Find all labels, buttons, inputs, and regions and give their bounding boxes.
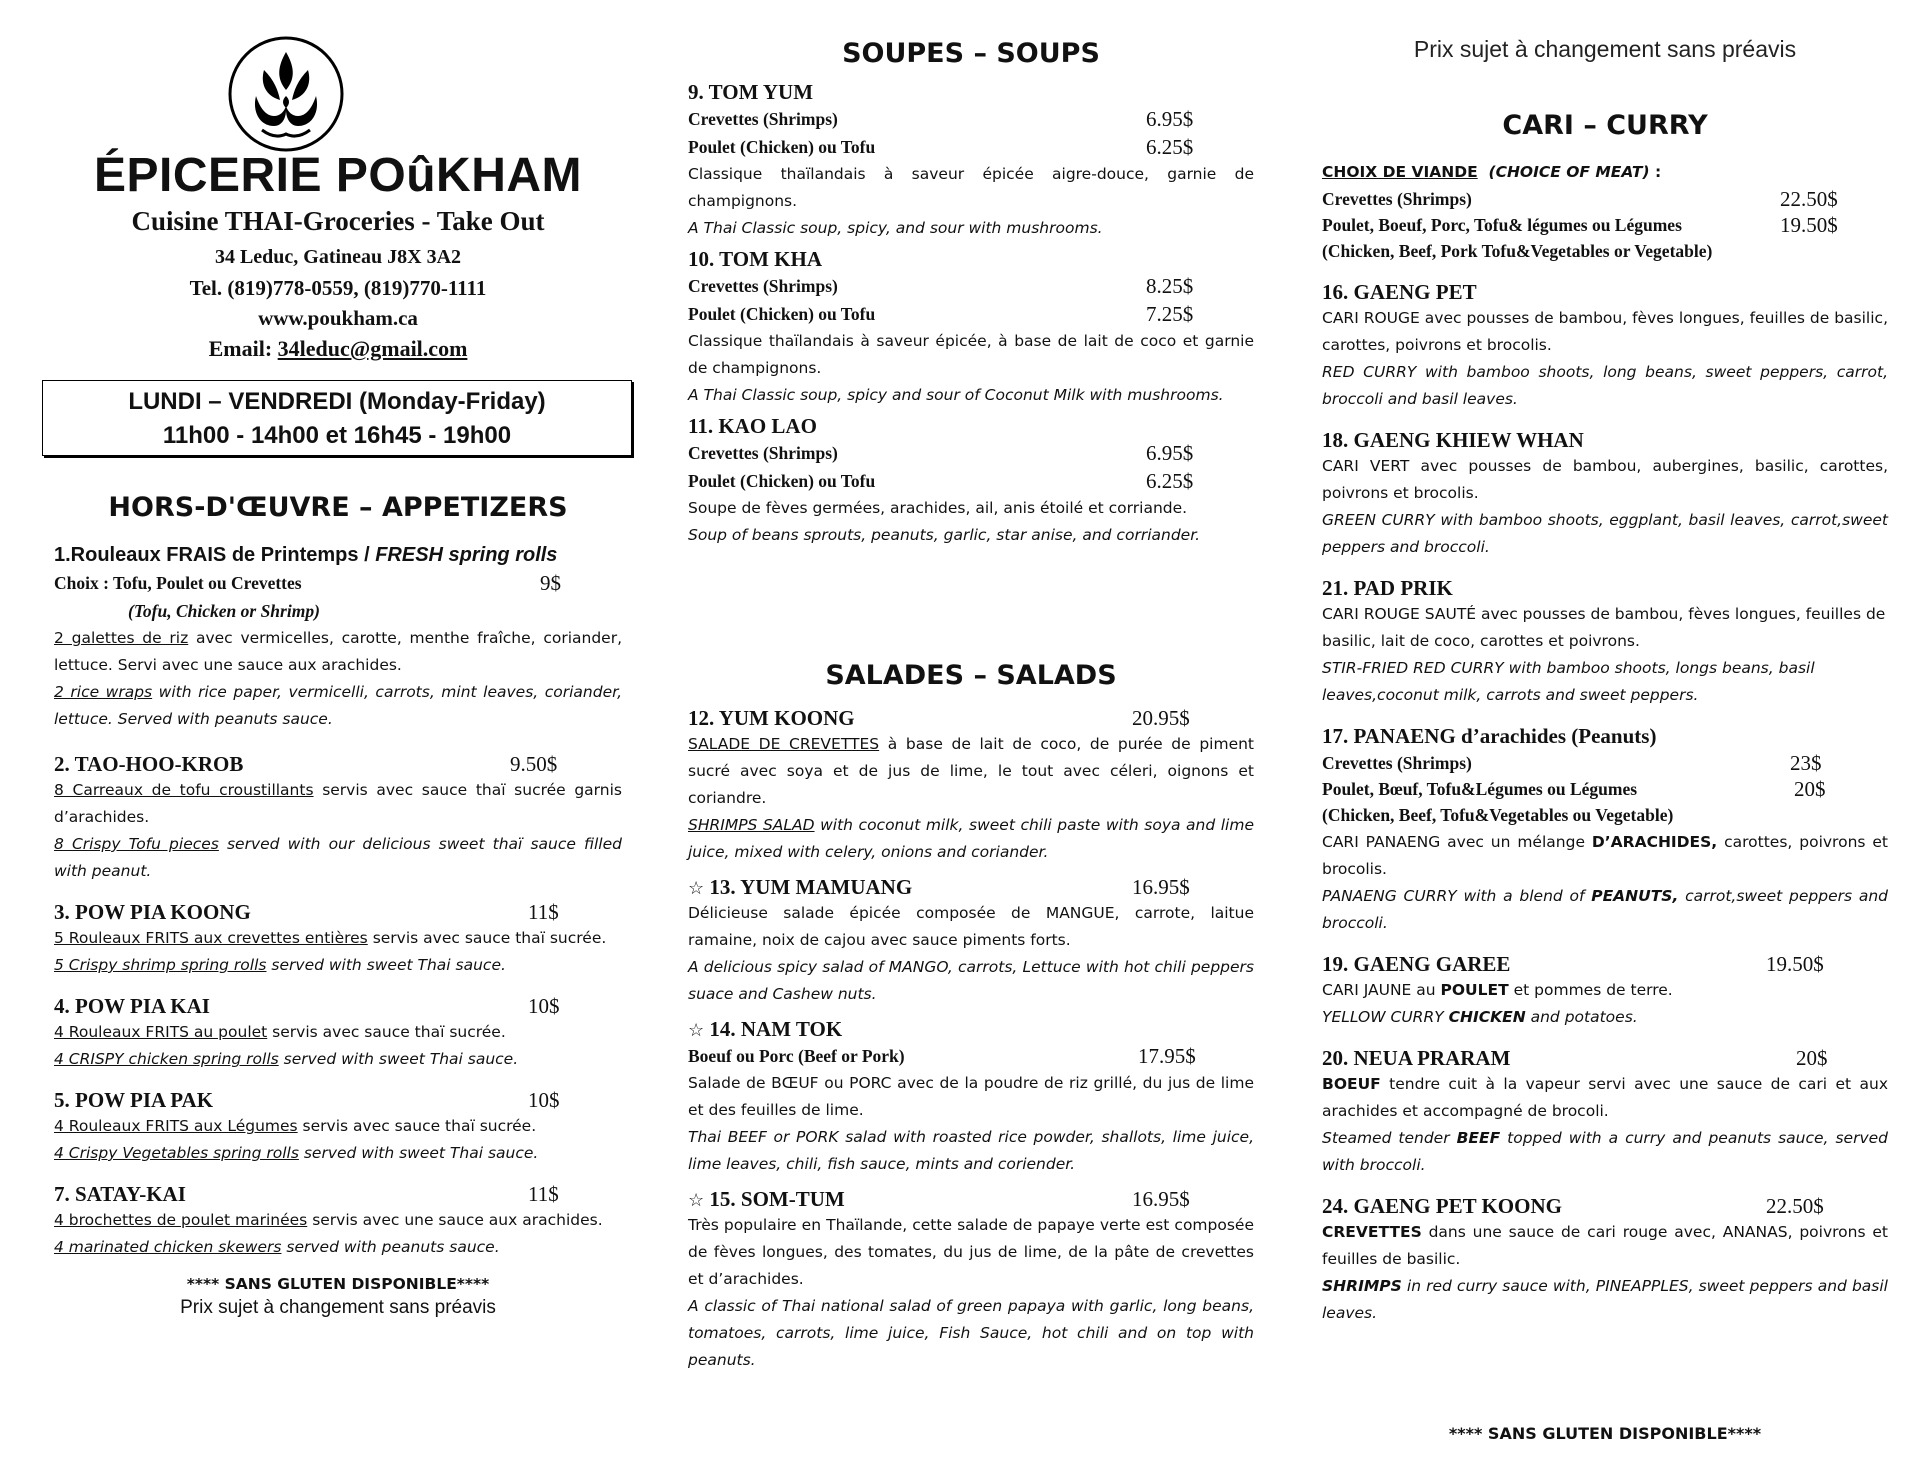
item-price: 22.50$ bbox=[1780, 187, 1838, 211]
meat-option: Crevettes (Shrimps) 22.50$ bbox=[1322, 187, 1838, 211]
item-price: 6.25$ bbox=[1146, 469, 1194, 493]
item-option: Poulet, Bœuf, Tofu&Légumes ou Légumes 20$ bbox=[1322, 777, 1826, 801]
item-desc-en: YELLOW CURRY CHICKEN and potatoes. bbox=[1322, 1008, 1638, 1026]
item-name: 2. TAO-HOO-KROB 9.50$ bbox=[54, 752, 558, 776]
item-desc-fr: Salade de BŒUF ou PORC avec de la poudre de riz grillé, du jus de lime et des feuilles de lime. bbox=[688, 1074, 1254, 1119]
item-price: 16.95$ bbox=[1132, 1187, 1190, 1211]
star-icon: ☆ bbox=[688, 878, 705, 898]
meat-option: Poulet, Boeuf, Porc, Tofu& légumes ou Légumes 19.50$ bbox=[1322, 213, 1838, 237]
menu-item bbox=[1322, 1045, 1888, 1179]
item-price: 19.50$ bbox=[1780, 213, 1838, 237]
curry-section bbox=[1322, 110, 1888, 1341]
item-desc-en: Thai BEEF or PORK salad with roasted rice powder, shallots, lime juice, lime leaves, chili, fish sauce, mints and coriender. bbox=[688, 1128, 1254, 1173]
item-price: 22.50$ bbox=[1766, 1194, 1824, 1218]
item-price: 11$ bbox=[528, 900, 559, 924]
menu-item bbox=[1322, 951, 1888, 1031]
item-name: 24. GAENG PET KOONG 22.50$ bbox=[1322, 1194, 1824, 1218]
item-name: 11. KAO LAO bbox=[688, 414, 817, 438]
item-desc-en: A delicious spicy salad of MANGO, carrots, Lettuce with hot chili peppers suace and Cashew nuts. bbox=[688, 958, 1254, 1003]
item-name: 10. TOM KHA bbox=[688, 247, 822, 271]
item-desc-en: RED CURRY with bamboo shoots, long beans, sweet peppers, carrot, broccoli and basil leaves. bbox=[1322, 363, 1888, 408]
menu-item bbox=[54, 541, 622, 733]
item-option: Poulet (Chicken) ou Tofu 6.25$ bbox=[688, 135, 1194, 159]
item-desc-fr: 4 Rouleaux FRITS aux Légumes servis avec sauce thaï sucrée. bbox=[54, 1117, 537, 1135]
soups-section bbox=[688, 38, 1254, 563]
item-price: 20.95$ bbox=[1132, 706, 1190, 730]
item-price: 16.95$ bbox=[1132, 875, 1190, 899]
item-option: Crevettes (Shrimps) 23$ bbox=[1322, 751, 1822, 775]
item-desc-fr: SALADE DE CREVETTES à base de lait de coco, de purée de piment sucré avec soya et de jus de lime, le tout avec céleri, oignons et coriandre. bbox=[688, 735, 1255, 807]
item-name: 5. POW PIA PAK 10$ bbox=[54, 1088, 560, 1112]
menu-item bbox=[688, 705, 1254, 866]
item-desc-en: 5 Crispy shrimp spring rolls served with sweet Thai sauce. bbox=[54, 956, 506, 974]
item-price: 19.50$ bbox=[1766, 952, 1824, 976]
item-desc-en: Steamed tender BEEF topped with a curry and peanuts sauce, served with broccoli. bbox=[1322, 1129, 1888, 1174]
item-desc-fr: BOEUF tendre cuit à la vapeur servi avec une sauce de cari et aux arachides et accompagné de brocoli. bbox=[1322, 1075, 1888, 1120]
item-name: 1.Rouleaux FRAIS de Printemps / FRESH spring rolls bbox=[54, 544, 558, 566]
meat-option-en: (Chicken, Beef, Pork Tofu&Vegetables or Vegetable) bbox=[1322, 241, 1713, 261]
store-address: 34 Leduc, Gatineau J8X 3A2 bbox=[214, 246, 462, 268]
item-option-en: (Chicken, Beef, Tofu&Vegetables ou Vegetable) bbox=[1322, 805, 1674, 825]
item-desc-en: 4 CRISPY chicken spring rolls served with sweet Thai sauce. bbox=[54, 1050, 519, 1068]
menu-item bbox=[54, 1181, 622, 1261]
item-desc-fr: CARI ROUGE SAUTÉ avec pousses de bambou, fèves longues, feuilles de basilic, lait de coco, carottes et poivrons. bbox=[1322, 605, 1886, 650]
item-desc-fr: Très populaire en Thaïlande, cette salade de papaye verte est composée de fèves longues, des tomates, du jus de lime, de la pâte de crevettes et d’arachides. bbox=[688, 1216, 1254, 1288]
item-desc-fr: CARI VERT avec pousses de bambou, aubergines, basilic, carottes, poivrons et brocolis. bbox=[1322, 457, 1888, 502]
menu-item bbox=[1322, 1193, 1888, 1327]
item-price: 11$ bbox=[528, 1182, 559, 1206]
item-desc-fr: 5 Rouleaux FRITS aux crevettes entières servis avec sauce thaï sucrée. bbox=[54, 929, 607, 947]
item-option: Boeuf ou Porc (Beef or Pork) 17.95$ bbox=[688, 1044, 1196, 1068]
store-website: www.poukham.ca bbox=[258, 306, 418, 330]
item-name: 18. GAENG KHIEW WHAN bbox=[1322, 428, 1584, 452]
item-price: 9.50$ bbox=[510, 752, 558, 776]
item-desc-en: 2 rice wraps with rice paper, vermicelli, carrots, mint leaves, coriander, lettuce. Served with peanuts sauce. bbox=[54, 683, 622, 728]
item-desc-fr: CARI ROUGE avec pousses de bambou, fèves longues, feuilles de basilic, carottes, poivrons et brocolis. bbox=[1322, 309, 1888, 354]
item-price: 6.95$ bbox=[1146, 441, 1194, 465]
item-price: 20$ bbox=[1794, 777, 1826, 801]
item-price: 7.25$ bbox=[1146, 302, 1194, 326]
curry-title: CARI – CURRY bbox=[1502, 110, 1708, 141]
menu-item bbox=[1322, 427, 1888, 561]
soups-title: SOUPES – SOUPS bbox=[842, 38, 1100, 69]
item-price: 23$ bbox=[1790, 751, 1822, 775]
email-label: Email: bbox=[208, 336, 273, 361]
item-desc-en: PANAENG CURRY with a blend of PEANUTS, carrot,sweet peppers and broccoli. bbox=[1322, 887, 1888, 932]
menu-item bbox=[54, 899, 622, 979]
item-desc-en: A Thai Classic soup, spicy and sour of Coconut Milk with mushrooms. bbox=[688, 386, 1224, 404]
item-name: 4. POW PIA KAI 10$ bbox=[54, 994, 560, 1018]
hours-box bbox=[42, 380, 632, 456]
item-name: 7. SATAY-KAI 11$ bbox=[54, 1182, 559, 1206]
item-price: 6.25$ bbox=[1146, 135, 1194, 159]
item-desc-fr: Classique thaïlandais à saveur épicée aigre-douce, garnie de champignons. bbox=[688, 165, 1254, 210]
store-tagline: Cuisine THAI-Groceries - Take Out bbox=[131, 206, 545, 236]
menu-item bbox=[1322, 279, 1888, 413]
price-notice: Prix sujet à changement sans préavis bbox=[180, 1297, 496, 1318]
item-name: 3. POW PIA KOONG 11$ bbox=[54, 900, 559, 924]
appetizers-title: HORS-D'ŒUVRE – APPETIZERS bbox=[108, 492, 568, 523]
item-name: ☆ 14. NAM TOK bbox=[688, 1017, 843, 1041]
star-icon: ☆ bbox=[688, 1190, 705, 1210]
email-link[interactable]: 34leduc@gmail.com bbox=[277, 336, 468, 361]
item-name: ☆ 13. YUM MAMUANG 16.95$ bbox=[688, 875, 1190, 899]
item-desc-en: A Thai Classic soup, spicy, and sour with mushrooms. bbox=[688, 219, 1103, 237]
store-logo-icon bbox=[226, 34, 346, 154]
item-desc-en: Soup of beans sprouts, peanuts, garlic, star anise, and corriander. bbox=[688, 526, 1201, 544]
appetizers-section bbox=[54, 492, 622, 1319]
item-option: Crevettes (Shrimps) 6.95$ bbox=[688, 441, 1194, 465]
item-desc-fr: Délicieuse salade épicée composée de MANGUE, carrote, laitue ramaine, noix de cajou avec sauce piments forts. bbox=[688, 904, 1254, 949]
item-price: 8.25$ bbox=[1146, 274, 1194, 298]
item-desc-en: SHRIMPS in red curry sauce with, PINEAPPLES, sweet peppers and basil leaves. bbox=[1322, 1277, 1888, 1322]
menu-item bbox=[54, 751, 622, 885]
item-option: Poulet (Chicken) ou Tofu 7.25$ bbox=[688, 302, 1194, 326]
salads-title: SALADES – SALADS bbox=[825, 660, 1117, 691]
item-desc-fr: CREVETTES dans une sauce de cari rouge avec, ANANAS, poivrons et feuilles de basilic. bbox=[1322, 1223, 1888, 1268]
item-desc-fr: CARI PANAENG avec un mélange D’ARACHIDES, carottes, poivrons et brocolis. bbox=[1322, 833, 1888, 878]
item-name: 9. TOM YUM bbox=[688, 80, 814, 104]
item-choice: Choix : Tofu, Poulet ou Crevettes 9$ bbox=[54, 571, 561, 595]
item-desc-fr: Classique thaïlandais à saveur épicée, à base de lait de coco et garnie de champignons. bbox=[688, 332, 1254, 377]
item-desc-en: 4 Crispy Vegetables spring rolls served with sweet Thai sauce. bbox=[54, 1144, 539, 1162]
store-email-line bbox=[54, 336, 622, 362]
menu-item bbox=[1322, 723, 1888, 937]
menu-item bbox=[1322, 575, 1888, 709]
menu-item bbox=[688, 874, 1254, 1008]
item-desc-fr: 8 Carreaux de tofu croustillants servis avec sauce thaï sucrée garnis d’arachides. bbox=[54, 781, 622, 826]
item-desc-en: STIR-FRIED RED CURRY with bamboo shoots, longs beans, basil leaves,coconut milk, carrots and sweet peppers. bbox=[1322, 659, 1815, 704]
hours-days: LUNDI – VENDREDI (Monday-Friday) bbox=[128, 388, 546, 415]
item-desc-en: 8 Crispy Tofu pieces served with our delicious sweet thaï sauce filled with peanut. bbox=[54, 835, 622, 880]
item-option: Crevettes (Shrimps) 6.95$ bbox=[688, 107, 1194, 131]
menu-item bbox=[688, 1186, 1254, 1374]
item-name: ☆ 15. SOM-TUM 16.95$ bbox=[688, 1187, 1190, 1211]
item-desc-en: A classic of Thai national salad of green papaya with garlic, long beans, tomatoes, carrots, lime juice, Fish Sauce, hot chili and on top with peanuts. bbox=[688, 1297, 1254, 1369]
meat-choice-label: CHOIX DE VIANDE (CHOICE OF MEAT) : bbox=[1322, 163, 1662, 181]
menu-item bbox=[688, 1016, 1254, 1178]
item-price: 9$ bbox=[540, 571, 561, 595]
item-desc-en: GREEN CURRY with bamboo shoots, eggplant, basil leaves, carrot,sweet peppers and broccoli. bbox=[1322, 511, 1888, 556]
menu-item bbox=[54, 993, 622, 1073]
item-choice-en: (Tofu, Chicken or Shrimp) bbox=[128, 601, 320, 621]
item-desc-fr: Soupe de fèves germées, arachides, ail, anis étoilé et corriande. bbox=[688, 499, 1188, 517]
item-price: 10$ bbox=[528, 1088, 560, 1112]
hours-times: 11h00 - 14h00 et 16h45 - 19h00 bbox=[162, 422, 512, 449]
item-option: Poulet (Chicken) ou Tofu 6.25$ bbox=[688, 469, 1194, 493]
item-name: 17. PANAENG d’arachides (Peanuts) bbox=[1322, 724, 1657, 748]
menu-item bbox=[688, 246, 1254, 409]
store-name: ÉPICERIE POûKHAM bbox=[93, 149, 583, 202]
item-name: 21. PAD PRIK bbox=[1322, 576, 1453, 600]
item-price: 17.95$ bbox=[1138, 1044, 1196, 1068]
menu-item bbox=[54, 1087, 622, 1167]
item-name: 16. GAENG PET bbox=[1322, 280, 1477, 304]
menu-item bbox=[688, 79, 1254, 242]
store-phone: Tel. (819)778-0559, (819)770-1111 bbox=[189, 276, 487, 300]
item-desc-fr: 4 brochettes de poulet marinées servis avec une sauce aux arachides. bbox=[54, 1211, 603, 1229]
item-desc-fr: CARI JAUNE au POULET et pommes de terre. bbox=[1322, 981, 1673, 999]
salads-section bbox=[688, 660, 1254, 1388]
item-desc-en: SHRIMPS SALAD with coconut milk, sweet chili paste with soya and lime juice, mixed with celery, onions and coriander. bbox=[688, 816, 1254, 861]
item-price: 10$ bbox=[528, 994, 560, 1018]
item-price: 6.95$ bbox=[1146, 107, 1194, 131]
item-price: 20$ bbox=[1796, 1046, 1828, 1070]
item-desc-fr: 2 galettes de riz avec vermicelles, carotte, menthe fraîche, coriander, lettuce. Servi avec une sauce aux arachides. bbox=[54, 629, 623, 674]
item-option: Crevettes (Shrimps) 8.25$ bbox=[688, 274, 1194, 298]
item-name: 19. GAENG GAREE 19.50$ bbox=[1322, 952, 1824, 976]
item-desc-fr: 4 Rouleaux FRITS au poulet servis avec sauce thaï sucrée. bbox=[54, 1023, 506, 1041]
item-name: 12. YUM KOONG 20.95$ bbox=[688, 706, 1190, 730]
menu-item bbox=[688, 413, 1254, 549]
price-notice-top: Prix sujet à changement sans préavis bbox=[1413, 36, 1797, 62]
item-desc-en: 4 marinated chicken skewers served with peanuts sauce. bbox=[54, 1238, 500, 1256]
gluten-free-note-right: **** SANS GLUTEN DISPONIBLE**** bbox=[1448, 1424, 1762, 1443]
star-icon: ☆ bbox=[688, 1020, 705, 1040]
gluten-free-note: **** SANS GLUTEN DISPONIBLE**** bbox=[186, 1275, 490, 1293]
item-name: 20. NEUA PRARAM 20$ bbox=[1322, 1046, 1828, 1070]
